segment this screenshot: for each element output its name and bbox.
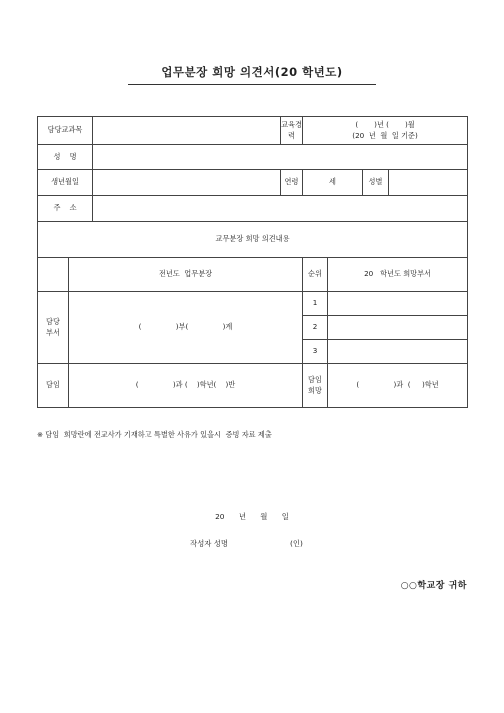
dept-label: 담당 부서 (38, 292, 69, 364)
application-form-table (37, 116, 468, 408)
rank-1: 1 (303, 292, 328, 316)
subject-label: 담당교과목 (38, 117, 93, 145)
rank-3: 3 (303, 340, 328, 364)
rank-2: 2 (303, 316, 328, 340)
career-input[interactable] (303, 117, 468, 145)
homeroom-desire-input[interactable]: ( )과 ( )학년 (328, 364, 468, 408)
recipient: ○○학교장 귀하 (400, 581, 467, 591)
age-label: 연령 (281, 170, 303, 196)
seal-mark: (인) (290, 539, 303, 548)
section-title: 교무분장 희망 의견내용 (38, 222, 468, 258)
document-title: 업무분장 희망 의견서(20 학년도) (161, 65, 343, 79)
name-input[interactable] (93, 145, 468, 170)
gender-label: 성별 (363, 170, 389, 196)
header-previous-duty: 전년도 업무분장 (69, 258, 303, 292)
header-blank (38, 258, 69, 292)
writer-label: 작성자 성명 (190, 539, 229, 548)
desired-dept-1-input[interactable] (328, 292, 468, 316)
age-unit: 세 (329, 177, 336, 187)
career-reference-date: (20 년 월 일 기준) (352, 130, 418, 140)
note-text: ※ 담임 희망란에 전교사가 기재하고 특별한 사유가 있을시 증빙 자료 제출 (37, 430, 272, 439)
previous-homeroom-input[interactable]: ( )과 ( )학년( )반 (69, 364, 303, 408)
homeroom-desire-label: 담임 희망 (303, 364, 328, 408)
birth-label: 생년월일 (38, 170, 93, 196)
previous-dept-input[interactable]: ( )부( )계 (69, 292, 303, 364)
writer-line (190, 538, 330, 549)
date-line: 20 년 월 일 (215, 512, 289, 521)
title-underline (128, 84, 376, 85)
address-label: 주 소 (38, 196, 93, 222)
header-desired-dept: 20 학년도 희망부서 (328, 258, 468, 292)
name-label: 성 명 (38, 145, 93, 170)
subject-input[interactable] (93, 117, 281, 145)
career-label: 교육경력 (281, 117, 303, 145)
desired-dept-2-input[interactable] (328, 316, 468, 340)
gender-input[interactable] (389, 170, 468, 196)
desired-dept-3-input[interactable] (328, 340, 468, 364)
age-input[interactable] (303, 170, 363, 196)
header-rank: 순위 (303, 258, 328, 292)
address-input[interactable] (93, 196, 468, 222)
career-years-months: ( )년 ( )월 (355, 120, 415, 130)
birth-input[interactable] (93, 170, 281, 196)
homeroom-label: 담임 (38, 364, 69, 408)
